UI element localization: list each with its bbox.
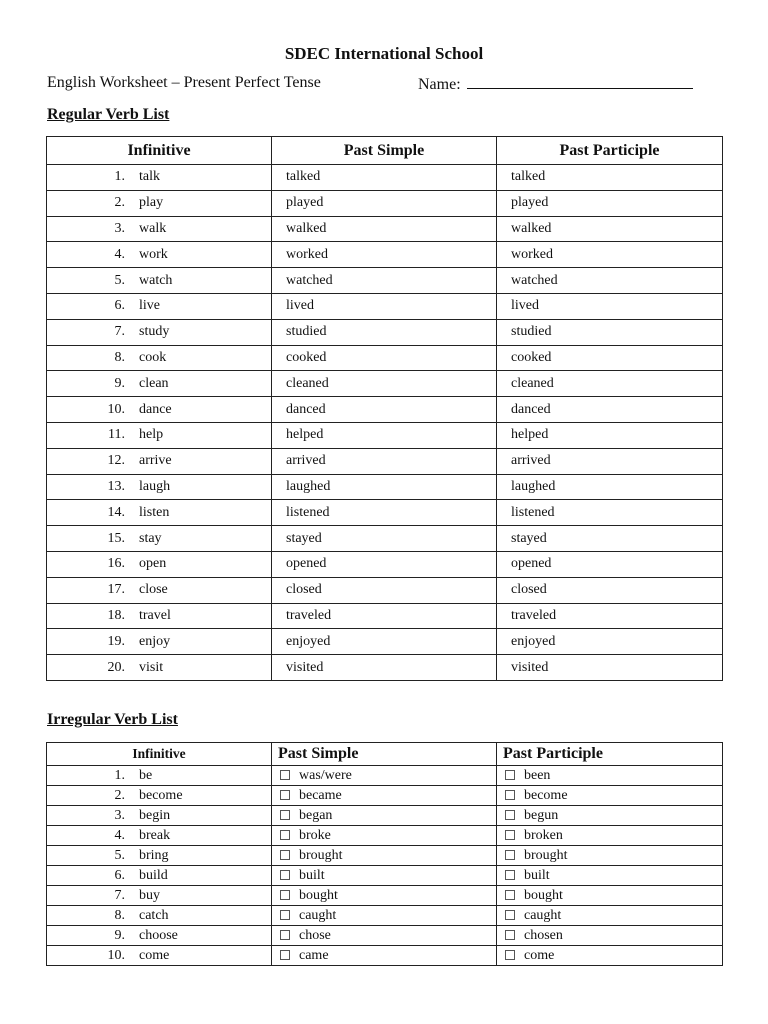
past-simple-text: cooked [286, 349, 327, 365]
infinitive-text: dance [139, 401, 172, 417]
infinitive-text: close [139, 582, 168, 598]
past-simple-cell [272, 866, 497, 886]
infinitive-cell [47, 926, 272, 946]
row-number: 14. [107, 504, 125, 520]
past-participle-text: enjoyed [511, 633, 556, 649]
infinitive-text: become [139, 787, 183, 803]
row-number: 11. [108, 427, 125, 443]
header-past-simple: Past Simple [272, 743, 497, 766]
worksheet-subtitle: English Worksheet – Present Perfect Tense [47, 74, 321, 91]
past-participle-text: come [524, 947, 555, 963]
checkbox-icon [280, 950, 290, 960]
infinitive-text: live [139, 298, 160, 314]
infinitive-cell [47, 500, 272, 526]
past-simple-text: traveled [286, 607, 332, 623]
infinitive-cell [47, 216, 272, 242]
checkbox-icon [280, 830, 290, 840]
row-number: 18. [107, 607, 125, 623]
row-number: 1. [114, 767, 125, 783]
past-participle-text: danced [511, 401, 551, 417]
row-number: 10. [107, 947, 125, 963]
past-simple-cell [272, 319, 497, 345]
past-participle-text: played [511, 195, 549, 211]
infinitive-text: travel [139, 607, 171, 623]
past-participle-cell [497, 371, 723, 397]
row-number: 6. [114, 867, 125, 883]
infinitive-text: laugh [139, 478, 171, 494]
past-simple-cell [272, 293, 497, 319]
past-simple-cell [272, 165, 497, 191]
past-simple-cell [272, 371, 497, 397]
table-row [47, 474, 723, 500]
past-participle-cell [497, 319, 723, 345]
row-number: 9. [114, 927, 125, 943]
past-simple-cell [272, 577, 497, 603]
past-participle-cell [497, 786, 723, 806]
past-simple-cell [272, 345, 497, 371]
infinitive-cell [47, 551, 272, 577]
school-title: SDEC International School [284, 44, 484, 63]
infinitive-text: visit [139, 659, 164, 675]
past-participle-cell [497, 500, 723, 526]
table-row [47, 551, 723, 577]
past-simple-cell [272, 603, 497, 629]
past-participle-text: brought [524, 847, 568, 863]
infinitive-text: build [139, 867, 168, 883]
table-row [47, 371, 723, 397]
infinitive-cell [47, 766, 272, 786]
past-participle-text: walked [511, 220, 552, 236]
past-simple-cell [272, 946, 497, 966]
infinitive-text: play [139, 195, 164, 211]
past-simple-cell [272, 190, 497, 216]
past-simple-cell [272, 242, 497, 268]
infinitive-cell [47, 786, 272, 806]
infinitive-text: choose [139, 927, 178, 943]
past-simple-text: enjoyed [286, 633, 331, 649]
infinitive-text: come [139, 947, 170, 963]
past-simple-cell [272, 655, 497, 681]
infinitive-text: work [139, 246, 168, 262]
past-simple-text: listened [286, 504, 330, 520]
header-past-simple: Past Simple [272, 137, 497, 165]
row-number: 9. [114, 375, 125, 391]
infinitive-text: break [139, 827, 171, 843]
past-participle-text: closed [511, 582, 547, 598]
past-participle-cell [497, 526, 723, 552]
past-participle-cell [497, 603, 723, 629]
header-past-participle: Past Participle [497, 137, 723, 165]
past-participle-text: studied [511, 324, 552, 340]
table-row [47, 268, 723, 294]
row-number: 1. [114, 169, 125, 185]
infinitive-text: talk [139, 169, 160, 185]
irregular-verb-heading: Irregular Verb List [47, 711, 178, 728]
checkbox-icon [505, 950, 515, 960]
infinitive-cell [47, 655, 272, 681]
table-row [47, 216, 723, 242]
infinitive-cell [47, 165, 272, 191]
checkbox-icon [505, 910, 515, 920]
past-participle-text: broken [524, 827, 563, 843]
past-participle-cell [497, 345, 723, 371]
past-participle-cell [497, 165, 723, 191]
infinitive-cell [47, 242, 272, 268]
past-simple-text: stayed [286, 530, 322, 546]
infinitive-text: watch [139, 272, 173, 288]
infinitive-cell [47, 826, 272, 846]
past-participle-cell [497, 422, 723, 448]
past-participle-cell [497, 268, 723, 294]
table-row [47, 603, 723, 629]
table-row [47, 806, 723, 826]
past-simple-text: opened [286, 556, 327, 572]
table-header-row [47, 743, 723, 766]
past-participle-text: become [524, 787, 568, 803]
past-participle-text: caught [524, 907, 562, 923]
header-infinitive: Infinitive [47, 137, 272, 165]
regular-verb-heading: Regular Verb List [47, 106, 170, 123]
header-infinitive: Infinitive [47, 743, 272, 766]
past-participle-cell [497, 448, 723, 474]
past-simple-cell [272, 906, 497, 926]
past-participle-text: stayed [511, 530, 547, 546]
checkbox-icon [505, 810, 515, 820]
table-row [47, 946, 723, 966]
regular-verb-table [46, 136, 723, 681]
infinitive-cell [47, 577, 272, 603]
checkbox-icon [280, 770, 290, 780]
past-participle-text: been [524, 767, 551, 783]
past-simple-cell [272, 886, 497, 906]
checkbox-icon [505, 870, 515, 880]
infinitive-text: clean [139, 375, 169, 391]
infinitive-text: cook [139, 349, 167, 365]
row-number: 12. [107, 453, 125, 469]
past-simple-text: visited [286, 659, 324, 675]
irregular-verb-table [46, 742, 723, 966]
checkbox-icon [505, 930, 515, 940]
past-simple-text: helped [286, 427, 324, 443]
table-row [47, 526, 723, 552]
row-number: 4. [114, 827, 125, 843]
row-number: 10. [107, 401, 125, 417]
table-row [47, 293, 723, 319]
past-participle-cell [497, 242, 723, 268]
table-row [47, 629, 723, 655]
checkbox-icon [280, 930, 290, 940]
past-simple-text: worked [286, 246, 328, 262]
infinitive-text: arrive [139, 453, 172, 469]
past-simple-text: closed [286, 582, 322, 598]
infinitive-cell [47, 345, 272, 371]
past-simple-cell [272, 474, 497, 500]
infinitive-cell [47, 603, 272, 629]
past-participle-text: listened [511, 504, 555, 520]
past-simple-cell [272, 526, 497, 552]
row-number: 8. [114, 349, 125, 365]
past-participle-text: begun [524, 807, 559, 823]
row-number: 19. [107, 633, 125, 649]
table-row [47, 766, 723, 786]
past-participle-cell [497, 577, 723, 603]
row-number: 13. [107, 478, 125, 494]
past-simple-text: caught [299, 907, 337, 923]
row-number: 5. [114, 272, 125, 288]
infinitive-cell [47, 629, 272, 655]
table-row [47, 655, 723, 681]
checkbox-icon [505, 850, 515, 860]
infinitive-text: stay [139, 530, 162, 546]
infinitive-text: buy [139, 887, 160, 903]
past-participle-cell [497, 190, 723, 216]
table-row [47, 397, 723, 423]
past-participle-text: opened [511, 556, 552, 572]
infinitive-cell [47, 806, 272, 826]
table-row [47, 826, 723, 846]
past-simple-cell [272, 551, 497, 577]
row-number: 6. [114, 298, 125, 314]
infinitive-cell [47, 886, 272, 906]
past-simple-cell [272, 629, 497, 655]
past-participle-cell [497, 216, 723, 242]
past-participle-text: helped [511, 427, 549, 443]
row-number: 7. [114, 887, 125, 903]
past-simple-text: built [299, 867, 325, 883]
past-participle-text: bought [524, 887, 563, 903]
checkbox-icon [280, 910, 290, 920]
infinitive-text: listen [139, 504, 170, 520]
table-row [47, 422, 723, 448]
table-row [47, 906, 723, 926]
name-field [418, 74, 693, 94]
table-row [47, 190, 723, 216]
past-simple-text: played [286, 195, 324, 211]
row-number: 7. [114, 324, 125, 340]
past-simple-text: became [299, 787, 342, 803]
past-simple-cell [272, 397, 497, 423]
table-row [47, 866, 723, 886]
past-simple-cell [272, 786, 497, 806]
table-row [47, 577, 723, 603]
past-participle-cell [497, 826, 723, 846]
checkbox-icon [505, 770, 515, 780]
past-simple-cell [272, 448, 497, 474]
past-simple-cell [272, 826, 497, 846]
past-participle-cell [497, 926, 723, 946]
past-participle-cell [497, 886, 723, 906]
past-simple-text: brought [299, 847, 343, 863]
table-row [47, 926, 723, 946]
past-participle-cell [497, 397, 723, 423]
past-participle-text: arrived [511, 453, 551, 469]
past-simple-text: arrived [286, 453, 326, 469]
infinitive-cell [47, 526, 272, 552]
infinitive-cell [47, 474, 272, 500]
past-participle-cell [497, 906, 723, 926]
infinitive-text: bring [139, 847, 169, 863]
past-simple-text: chose [299, 927, 331, 943]
checkbox-icon [280, 810, 290, 820]
infinitive-cell [47, 906, 272, 926]
past-simple-cell [272, 846, 497, 866]
past-participle-text: traveled [511, 607, 557, 623]
past-simple-text: watched [286, 272, 333, 288]
row-number: 17. [107, 582, 125, 598]
past-participle-cell [497, 946, 723, 966]
row-number: 2. [114, 787, 125, 803]
name-blank-line [467, 74, 693, 89]
past-simple-text: talked [286, 169, 321, 185]
row-number: 3. [114, 807, 125, 823]
infinitive-cell [47, 422, 272, 448]
past-simple-cell [272, 216, 497, 242]
past-participle-text: lived [511, 298, 539, 314]
past-simple-cell [272, 806, 497, 826]
past-simple-text: began [299, 807, 333, 823]
past-participle-text: visited [511, 659, 549, 675]
past-participle-cell [497, 766, 723, 786]
past-participle-cell [497, 655, 723, 681]
past-simple-text: broke [299, 827, 331, 843]
past-participle-cell [497, 866, 723, 886]
past-simple-cell [272, 766, 497, 786]
infinitive-cell [47, 268, 272, 294]
table-row [47, 500, 723, 526]
checkbox-icon [280, 870, 290, 880]
past-simple-text: bought [299, 887, 338, 903]
checkbox-icon [280, 890, 290, 900]
row-number: 20. [107, 659, 125, 675]
past-participle-cell [497, 846, 723, 866]
table-row [47, 886, 723, 906]
past-simple-text: came [299, 947, 329, 963]
checkbox-icon [505, 830, 515, 840]
name-label: Name: [418, 76, 461, 93]
infinitive-cell [47, 866, 272, 886]
checkbox-icon [505, 890, 515, 900]
row-number: 16. [107, 556, 125, 572]
checkbox-icon [505, 790, 515, 800]
infinitive-text: study [139, 324, 170, 340]
table-row [47, 165, 723, 191]
past-participle-text: built [524, 867, 550, 883]
past-simple-cell [272, 268, 497, 294]
infinitive-cell [47, 946, 272, 966]
checkbox-icon [280, 850, 290, 860]
infinitive-text: enjoy [139, 633, 171, 649]
table-row [47, 242, 723, 268]
infinitive-text: be [139, 767, 153, 783]
past-participle-text: talked [511, 169, 546, 185]
infinitive-cell [47, 293, 272, 319]
past-simple-text: cleaned [286, 375, 329, 391]
past-participle-text: cooked [511, 349, 552, 365]
past-participle-cell [497, 551, 723, 577]
past-simple-text: studied [286, 324, 327, 340]
row-number: 15. [107, 530, 125, 546]
infinitive-text: help [139, 427, 164, 443]
past-simple-cell [272, 926, 497, 946]
past-participle-cell [497, 293, 723, 319]
table-row [47, 319, 723, 345]
past-participle-cell [497, 474, 723, 500]
past-participle-cell [497, 806, 723, 826]
row-number: 3. [114, 220, 125, 236]
past-simple-cell [272, 500, 497, 526]
row-number: 4. [114, 246, 125, 262]
infinitive-cell [47, 397, 272, 423]
infinitive-cell [47, 190, 272, 216]
infinitive-text: walk [139, 220, 167, 236]
header-past-participle: Past Participle [497, 743, 723, 766]
infinitive-cell [47, 846, 272, 866]
past-participle-cell [497, 629, 723, 655]
infinitive-cell [47, 448, 272, 474]
past-participle-text: laughed [511, 478, 556, 494]
infinitive-cell [47, 371, 272, 397]
past-simple-cell [272, 422, 497, 448]
infinitive-text: open [139, 556, 167, 572]
row-number: 2. [114, 195, 125, 211]
past-simple-text: walked [286, 220, 327, 236]
table-row [47, 846, 723, 866]
past-participle-text: worked [511, 246, 553, 262]
table-row [47, 448, 723, 474]
row-number: 8. [114, 907, 125, 923]
past-simple-text: laughed [286, 478, 331, 494]
past-simple-text: was/were [299, 767, 352, 783]
table-row [47, 345, 723, 371]
past-participle-text: cleaned [511, 375, 554, 391]
row-number: 5. [114, 847, 125, 863]
checkbox-icon [280, 790, 290, 800]
past-participle-text: chosen [524, 927, 563, 943]
past-simple-text: lived [286, 298, 314, 314]
table-header-row [47, 137, 723, 165]
infinitive-text: begin [139, 807, 171, 823]
table-row [47, 786, 723, 806]
infinitive-cell [47, 319, 272, 345]
past-participle-text: watched [511, 272, 558, 288]
infinitive-text: catch [139, 907, 169, 923]
past-simple-text: danced [286, 401, 326, 417]
